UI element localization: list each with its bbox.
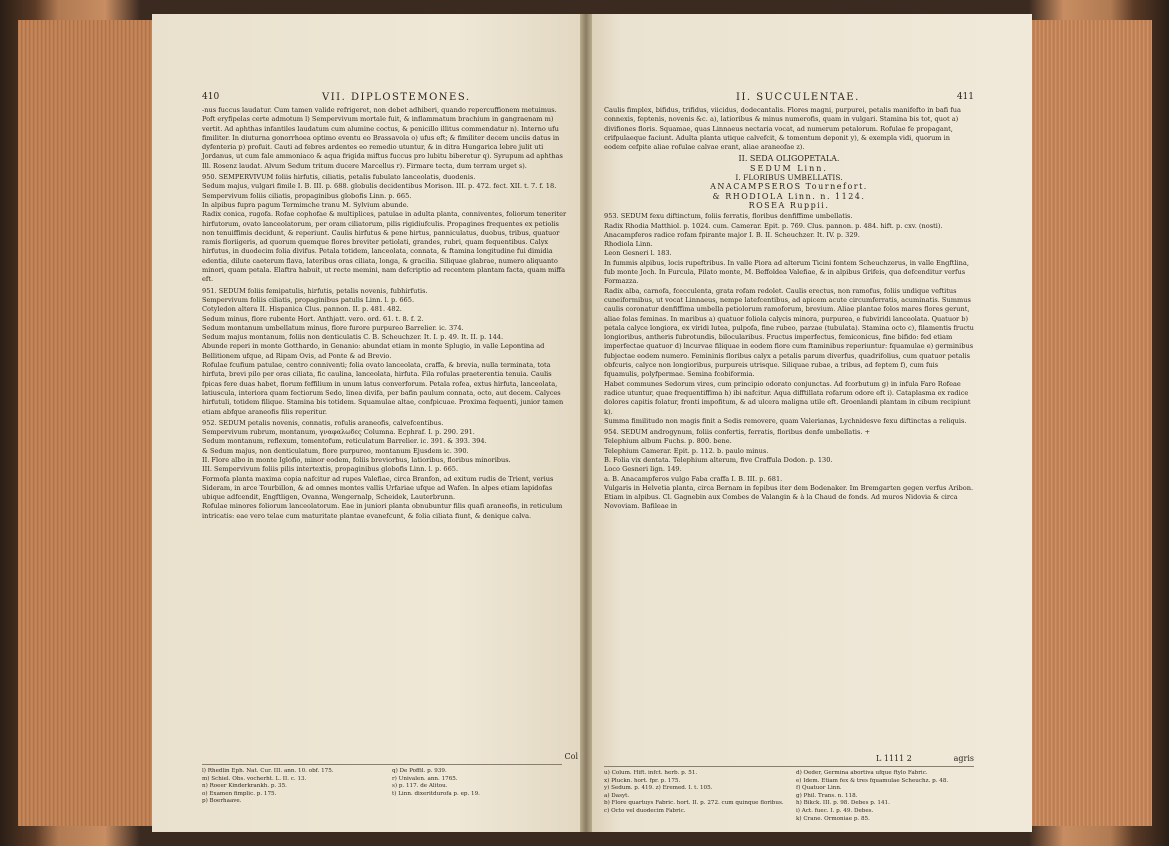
paragraph: Summa fimilitudo non magis finit a Sedis removere, quam Valerianas, Lychnidesve fexu diftinctas a reliquis. [604,416,967,425]
variety: II. Flore albo in monte Iglofio, minor eodem, foliis breviorbus, latioribus, floribus minoribus. [202,455,511,464]
synonym: Telephium Camerar. Epit. p. 112. b. paulo minus. [604,446,769,455]
species-heading: 951. SEDUM foliis femipatulis, hirfutis, petalis novenis, fubhirfutis. [202,286,428,295]
locality: In fummis alpibus, locis rupeftribus. In valle Piora ad alterum Ticini fontem Scheuchzerus, in valle Engftlina, fub monte Joch. In Furcula, Pilato monte, M. Beffoldea Valefiae, & in alpibus Grifeis, qua defcenditur verfus Formazza. [604,258,969,286]
synonym: Sedum majus montanum, foliis non denticulatis C. B. Scheuchzer. It. I. p. 49. It. II. p. 144. [202,333,504,342]
synonym: Rhodiola Linn. [604,240,653,249]
variety: a. B. Anacampferos vulgo Faba craffa I. B. III. p. 681. [604,474,783,483]
footnote: t) Linn. dixeritdurofa p. ep. 19. [392,790,480,797]
catchword-right: agris [953,754,974,763]
footnotes-left-col1 [202,768,382,806]
paragraph: Habet communes Sedorum vires, cum principio odorato conjunctas. Ad fcorbutum g) in infula Faro Rofeae radice utuntur, quae frequentiffima h) ibi nafcitur. Aqua difftillata rofarum odore eft i). Cataplasma ex radice dolores capitis folatur, fronti impofitum, & ad ulcera maligna utile eft. Groenlandi plantam in cibum recipiunt k). [604,379,971,416]
locality: Abunde reperi in monte Gotthardo, in Genanio: abundat etiam in monte Splugio, in valle Lepontina ad Bellitionem ufque, ad Ripam Ovis, ad Ponte & ad Brevio. [202,342,545,360]
footnote: x) Pluckn. hort. fpr. p. 175. [604,777,681,784]
locality: Formofa planta maxima copia nafcitur ad rupes Valefiae, circa Branfon, ad exitum rudis de Trient, verius Sideram, in arce Tourbillon, & ad omnes montes vallis Urfariae ufque ad Wafen. In alpes etiam lapidofas ubique adfcendit, Engftligen, Ovanna, Wengernalp, Scheidek, Lauterbrunn. [202,474,554,502]
synonym: Sedum minus, flore rubente Hort. Anthjatt. vero. ord. 61. t. 8. f. 2. [202,314,424,323]
footnote: f) Quatuor Linn. [796,785,842,792]
footnote: g) Phil. Trans. n. 118. [796,792,858,799]
footnote: i) Act. fuec. I. p. 49. Debes. [796,807,874,814]
synonym: Sempervivum foliis ciliatis, propaginibus globofis Linn. p. 665. [202,191,412,200]
running-head-left: VII. DIPLOSTEMONES. [322,92,471,103]
sub-heading: ROSEA Ruppii. [748,200,830,210]
sub-heading: ANACAMPSEROS Tournefort. [710,182,868,192]
synonym: Sempervivum foliis ciliatis, propaginibus patulis Linn. l. p. 665. [202,295,415,304]
synonym: Leon Gesneri l. 183. [604,249,672,258]
footnote: b) Flore quartuys Fabric. hort. II. p. 272. cum quinque floribus. [604,800,784,807]
footnotes-right-col2 [796,770,976,823]
right-page-edges [1032,20,1152,826]
footnote: d) Oeder, Germina abortiva ufque ftylo Fabric. [796,770,928,776]
synonym: Cotyledon altera II. Hispanica Clus. pannon. II. p. 481. 482. [202,305,402,314]
synonym: Sedum montanum umbellatum minus, flore furore purpureo Barrelier. ic. 374. [202,323,464,332]
variety: B. Folia vix dentata. Telephium alterum, five Craffula Dodon. p. 130. [604,455,833,464]
description: Rofulae minores foliorum lanceolatorum. Eae in juniori planta obnubuntur filis quafi araneofis, in reticulum intricatis: eae vero telae cum maturitate plantae evanefcunt, & folia ciliata fiunt, & denique calva. [202,502,563,520]
sub-heading: & RHODIOLA Linn. n. 1124. [712,191,866,201]
synonym: Loco Gesneri lign. 149. [604,465,682,474]
footnote: p) Boerhaave. [202,798,242,805]
footnote: q) De Poffil. p. 939. [392,768,447,774]
locality: In alpibus fupra pagum Termimche tranu M. Sylvium abunde. [202,200,409,209]
locality: Vulgaris in Helvetia planta, circa Bernam in fepibus iter dem Bodenaker. Im Bremgarten gegen verfus Aribon. Etiam in alpibus. Cl. Gagnebin aux Combes de Valangin & à la Chaud de fonds. Ad muros Nidovia & circa Novoviam. Bafileae in [604,483,974,511]
right-page [586,14,1032,832]
description: Radix alba, carnofa, fcecculenta, grata rofam redolet. Caulis erectus, non ramofus, foliis undique veftitus cuneiformibus, ut vocat Linnaeus, nempe latefcentibus, ad apicem acute circumferratis, acuminatis. Summus caulis coronatur denfiffima umbella petiolorum ramoforum, brevium. Aliae plantae folos mares flores gerunt, aliae folas feminas. In maribus a) quatuor foliola calycis minora, purpurea, e fubviridi lanceolata. Quatuor b) petala calyce longiora, ex viridi lutea, pulpofa, fine rubeo, parzae (tubulata). Stamina octo c), filamentis fructu longioribus, antheris fubrotundis, bilocularibus. Fructus imperfectus, femiconicus, fine bifido: fed etiam imperfectae quatuor d) lncurvae filiquae in eodem flore cum ftaminibus reperiuntur: fquamulae e) germinibus fubjectae eodem numero. Femininis floribus calyx a petalis parum diverfus, quadrifolius, cum quatuor petalis obfcuris, calyce non longioribus, purpureis utrisque. Siliquae rubae, a tribus, ad feptem f), cum fuis fquamulis, polyfpermae. Semina fcobiformia. [604,286,974,379]
signature-mark: L 1111 2 [876,754,912,763]
footnote: n) Roeer Kinderkrankh. p. 35. [202,783,287,790]
section-subtitle: SEDUM Linn. [750,163,828,173]
footnote-rule [604,766,974,767]
synonym: Sedum majus, vulgari fimile I. B. III. p. 688. globulis decidentibus Morison. III. p. 472. fect. XII. t. 7. f. 18. [202,182,557,191]
footnotes-left-col2 [392,768,572,798]
sub-heading: I. FLORIBUS UMBELLATIS. [735,173,843,183]
footnote: l) Rhedlin Eph. Nat. Cur. III. ann. 10. obf. 175. [202,768,334,774]
right-body [604,106,974,812]
page-number-right: 411 [956,92,974,102]
footnote: e) Idem. Etiam fex & tres fquamulae Scheuchz. p. 48. [796,777,949,784]
footnote: h) Bikck. III. p. 98. Debes p. 141. [796,800,890,807]
description: Rofulae fcufium patulae, centro conniventi; folia ovato lanceolata, craffa, & brevia, nulla terminata, tota hirfuta, brevi pilo per oras ciliata, fic caulina, lanceolata, hirfuta. Fila rofulas praeterentia tenuia. Caulis fpicas fere duas habet, florum feffilium in unum latus converforum. Petala rofea, extus hirfuta, lanceolata, latiuscula, interiora quam fectiorum Sedo, linea divifa, per bafin paulum connata, octo, aut decem. Calyces hirfutuli, totidem filique. Stamina bis totidem. Squamulae altae, confpicuae. Proxima fequenti, junior tamen etiam abfque araneofis filis reperitur. [202,361,564,416]
section-title: II. SEDA OLIGOPETALA. [738,154,840,164]
footnote: s) p. 117. de Alitou. [392,783,448,790]
synonym: Anacampferos radice rofam fpirante major I. B. II. Scheuchzer. It. IV. p. 329. [604,230,860,239]
left-body [202,106,568,812]
species-heading: 952. SEDUM petalis novenis, connatis, rofulis araneofis, calvefcentibus. [202,418,444,427]
left-page [152,14,584,832]
catchword-left: Col [564,752,578,761]
description: Radix conica, rugofa. Rofae cophofae & multiplices, patulae in adulta planta, conniventes, foliorum teneriter hirfutorum, ovato lanceolatorum, per oram ciliatorum, pilis rigidiufculis. Propagines frequentes ex petiolis non tenuiffimis decidunt, & reperiunt. Caulis hirfutus & pene hirtus, panniculatus, duobus, tribus, quatuor ramis floriigeris, ad quorum quemque flores breviter petiolati, grandes, rubri, quam fequentibus. Calyx hirfutus, in duodecim folia divifus. Petala totidem, lanceolata, connata, & ftamina longitudine fui dimidia edentia, dilute caeterum flava, lateribus oras ciliata, longa, & gracilia. Siliquae glabrae, numero aliquanto minori, quam petala. Elaftra habuit, ut recte memini, nam defcriptio ad recentem plantam facta, quam miffa eft. [202,210,567,284]
paragraph: Caulis fimplex, bifidus, trifidus, viicidus, dodecantalis. Flores magni, purpurei, petalis manifefto in bafi fua connexis, feptenis, novenis &c. a), latioribus & minus numerofis, quam in vulgari. Stamina bis tot, quot a) divifiones floris. Squamae, quas Linnaeus nectaria vocat, ad numerum petalorum. Rofulae fe propagant, crifpulaeque faciunt. Adulta planta utique calvefcit, & tomentum deponit y), & exempla vidi, quorum in eodem cefpite aliae rofulae calvae erant, aliae araneofae z). [604,106,961,152]
footnote: u) Colum. Hift. infct. herb. p. 51. [604,770,698,776]
synonym: Sedum montanum, reflexum, tomentofum, reticulatum Barrelier. ic. 391. & 393. 394. [202,437,487,446]
synonym: Telephium album Fuchs. p. 800. bene. [604,437,732,446]
running-head-right: II. SUCCULENTAE. [736,92,860,103]
variety: III. Sempervivum foliis pilis intertextis, propaginibus globofis Linn. l. p. 665. [202,465,459,474]
synonym: Sempervivum rubrum, montanum, γναφαλωδες Columna. Ecphraf. I. p. 290. 291. [202,428,475,437]
species-heading: 950. SEMPERVIVUM foliis hirfutis, ciliatis, petalis fubulato lanceolatis, duodenis. [202,173,476,182]
footnote: a) Dasyt. [604,792,630,799]
synonym: & Sedum majus, non denticulatum, flore purpureo, montanum Ejusdem ic. 390. [202,446,469,455]
book-gutter [580,14,592,832]
page-number-left: 410 [202,92,220,102]
footnote: o) Examen fimplic. p. 175. [202,790,277,797]
footnote: y) Sedum. p. 419. z) Eremed. I. t. 105. [604,785,713,792]
synonym: Radix Rhodia Matthiol. p. 1024. cum. Camerar. Epit. p. 769. Clus. pannon. p. 484. hift. p. cxv. (nosti). [604,221,943,230]
footnotes-right-col1 [604,770,789,816]
footnote-rule [202,764,562,765]
paragraph: -nus fuccus laudatur. Cum tamen valide refrigeret, non debet adhiberi, quando repercuffionem metuimus. Poft eryfipelas certe admotum l) Sempervivum mortale fuit, & inflammatum brachium in gangraenam m) vertit. Ad aphthas infantiles laudatum cum alumine coctus, & penicillo illitus commendatur n). Interno ufu fimiliter. In diuturna gonorrhoea optimo eventu eo Brassavola o) ufus eft; & fimiliter decem unciis datus in dyfenteria p) profuit. Cauti ad febres ardentes eo remedio utuntur, & in ditra Hungarica lebre julit uti Jordanus, ut cum fale ammoniaco & aqua frigida miftus fuccus pro lubitu biberetur q). Syrupum ad aphthas Ill. Rosenz laudat. Alvum Sedum tritum ducere Marcellus r). Firmare tecta, dum terram urget s). [202,106,563,170]
species-heading: 954. SEDUM androgynum, foliis confertis, ferratis, floribus denfe umbellatis. + [604,428,871,437]
footnote: c) Octo vel duodecim Fabric. [604,807,686,814]
footnote: r) Univalen. ann. 1765. [392,775,458,782]
species-heading: 953. SEDUM fexu diftinctum, foliis ferratis, floribus denfiffime umbellatis. [604,212,853,221]
footnote: m) Schiel. Obs. vocherht. L. II. c. 13. [202,775,307,782]
footnote: k) Crane. Ormoniae p. 85. [796,815,870,822]
left-page-edges [18,20,152,826]
